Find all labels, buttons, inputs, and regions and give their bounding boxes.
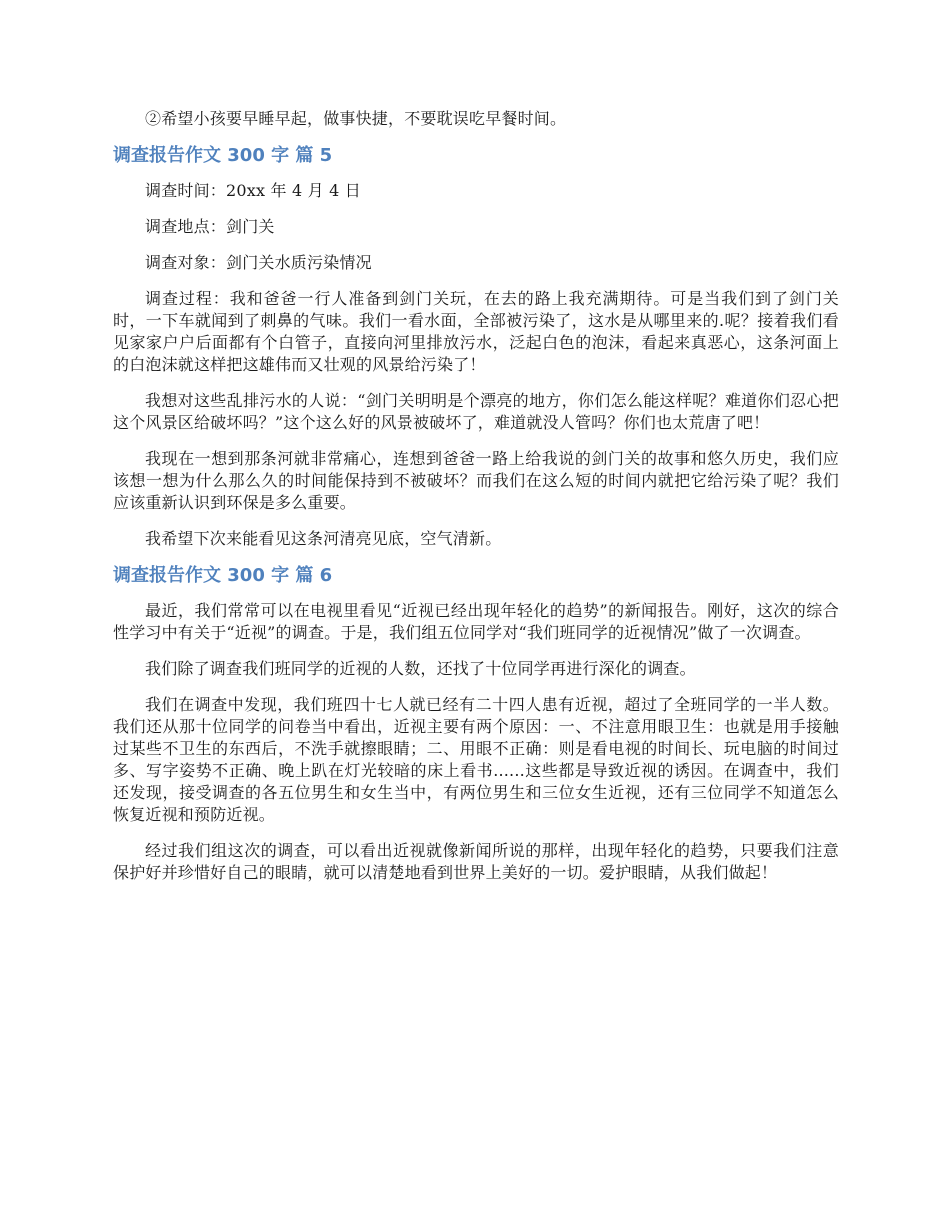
section-6-heading: 调查报告作文 300 字 篇 6: [113, 565, 333, 586]
paragraph: 我们除了调查我们班同学的近视的人数，还找了十位同学再进行深化的调查。: [145, 659, 696, 678]
document-page: [113, 108, 839, 898]
survey-time: 调查时间：20xx 年 4 月 4 日: [145, 181, 361, 200]
survey-location: 调查地点：剑门关: [145, 217, 275, 236]
paragraph: 经过我们组这次的调查，可以看出近视就像新闻所说的那样，出现年轻化的趋势，只要我们注意保护好并珍惜好自己的眼睛，就可以清楚地看到世界上美好的一切。爱护眼睛，从我们做起！: [113, 841, 839, 882]
paragraph: ②希望小孩要早睡早起，做事快捷，不要耽误吃早餐时间。: [145, 109, 567, 128]
paragraph: 我现在一想到那条河就非常痛心，连想到爸爸一路上给我说的剑门关的故事和悠久历史，我们应该想一想为什么那么久的时间能保持到不被破坏？而我们在这么短的时间内就把它给污染了呢？我们应该重新认识到环保是多么重要。: [113, 449, 839, 512]
section-5-heading: 调查报告作文 300 字 篇 5: [113, 145, 333, 166]
survey-subject: 调查对象：剑门关水质污染情况: [145, 253, 372, 272]
paragraph: 我想对这些乱排污水的人说：“剑门关明明是个漂亮的地方，你们怎么能这样呢？难道你们忍心把这个风景区给破坏吗？”这个这么好的风景被破坏了，难道就没人管吗？你们也太荒唐了吧！: [113, 391, 839, 432]
paragraph: 我们在调查中发现，我们班四十七人就已经有二十四人患有近视，超过了全班同学的一半人数。我们还从那十位同学的问卷当中看出，近视主要有两个原因：一、不注意用眼卫生：也就是用手接触过某些不卫生的东西后，不洗手就擦眼睛；二、用眼不正确：则是看电视的时间长、玩电脑的时间过多、写字姿势不正确、晚上趴在灯光较暗的床上看书......这些都是导致近视的诱因。在调查中，我们还发现，接受调查的各五位男生和女生当中，有两位男生和三位女生近视，还有三位同学不知道怎么恢复近视和预防近视。: [113, 695, 839, 824]
paragraph: 最近，我们常常可以在电视里看见“近视已经出现年轻化的趋势”的新闻报告。刚好，这次的综合性学习中有关于“近视”的调查。于是，我们组五位同学对“我们班同学的近视情况”做了一次调查。: [113, 601, 839, 642]
paragraph: 我希望下次来能看见这条河清亮见底，空气清新。: [145, 529, 502, 548]
paragraph: 调查过程：我和爸爸一行人准备到剑门关玩，在去的路上我充满期待。可是当我们到了剑门关时，一下车就闻到了刺鼻的气味。我们一看水面，全部被污染了，这水是从哪里来的.呢？接着我们看见家家户户后面都有个白管子，直接向河里排放污水，泛起白色的泡沫，看起来真恶心，这条河面上的白泡沫就这样把这雄伟而又壮观的风景给污染了！: [113, 289, 839, 374]
